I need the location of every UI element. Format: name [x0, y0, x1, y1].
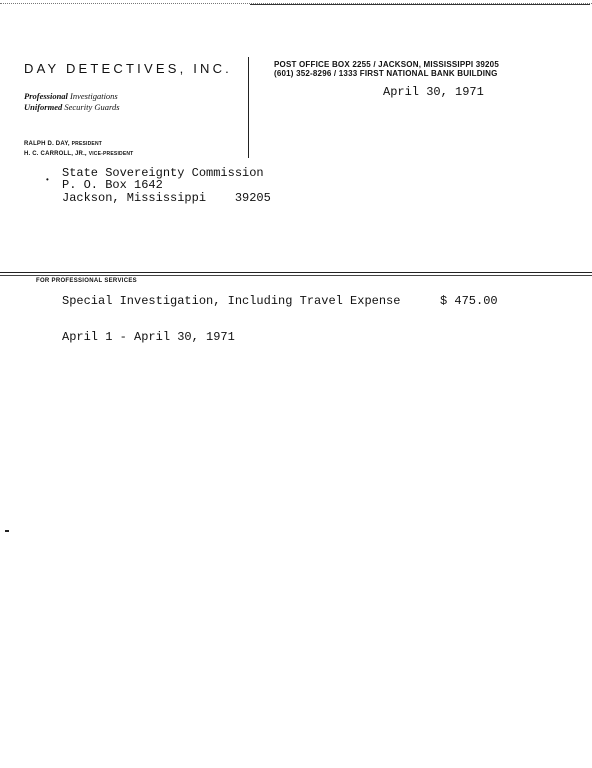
recipient-line-3: Jackson, Mississippi 39205: [62, 191, 271, 205]
line-item-description: Special Investigation, Including Travel Expense: [62, 294, 401, 308]
officer-president: [24, 141, 102, 147]
president-name: RALPH D. DAY,: [24, 141, 70, 147]
officer-vice-president: [24, 151, 133, 157]
president-title: PRESIDENT: [71, 141, 103, 147]
tagline-investigations-bold: Professional: [24, 91, 68, 101]
section-rule-top: [0, 272, 592, 273]
vp-title: VICE-PRESIDENT: [88, 151, 134, 157]
address-line-2: (601) 352-8296 / 1333 FIRST NATIONAL BANK BUILDING: [274, 69, 498, 78]
scan-speck: [5, 530, 9, 532]
margin-mark: •: [46, 175, 49, 184]
company-name: DAY DETECTIVES, INC.: [24, 61, 232, 76]
tagline-security-text: Security Guards: [64, 102, 120, 112]
line-item-amount: $ 475.00: [440, 294, 498, 308]
vp-name: H. C. CARROLL, JR.,: [24, 151, 87, 157]
tagline-security: [24, 102, 120, 112]
top-edge-rule: [250, 4, 590, 5]
tagline-investigations-text: Investigations: [70, 91, 118, 101]
invoice-date: April 30, 1971: [383, 85, 484, 99]
billing-period: April 1 - April 30, 1971: [62, 330, 235, 344]
section-rule-bottom: [0, 275, 592, 276]
section-label: FOR PROFESSIONAL SERVICES: [36, 278, 137, 284]
recipient-line-1: State Sovereignty Commission: [62, 166, 264, 180]
letterhead-divider: [248, 57, 249, 158]
recipient-line-2: P. O. Box 1642: [62, 178, 163, 192]
address-line-1: POST OFFICE BOX 2255 / JACKSON, MISSISSIPPI 39205: [274, 60, 499, 69]
tagline-security-bold: Uniformed: [24, 102, 63, 112]
tagline-investigations: [24, 91, 118, 101]
